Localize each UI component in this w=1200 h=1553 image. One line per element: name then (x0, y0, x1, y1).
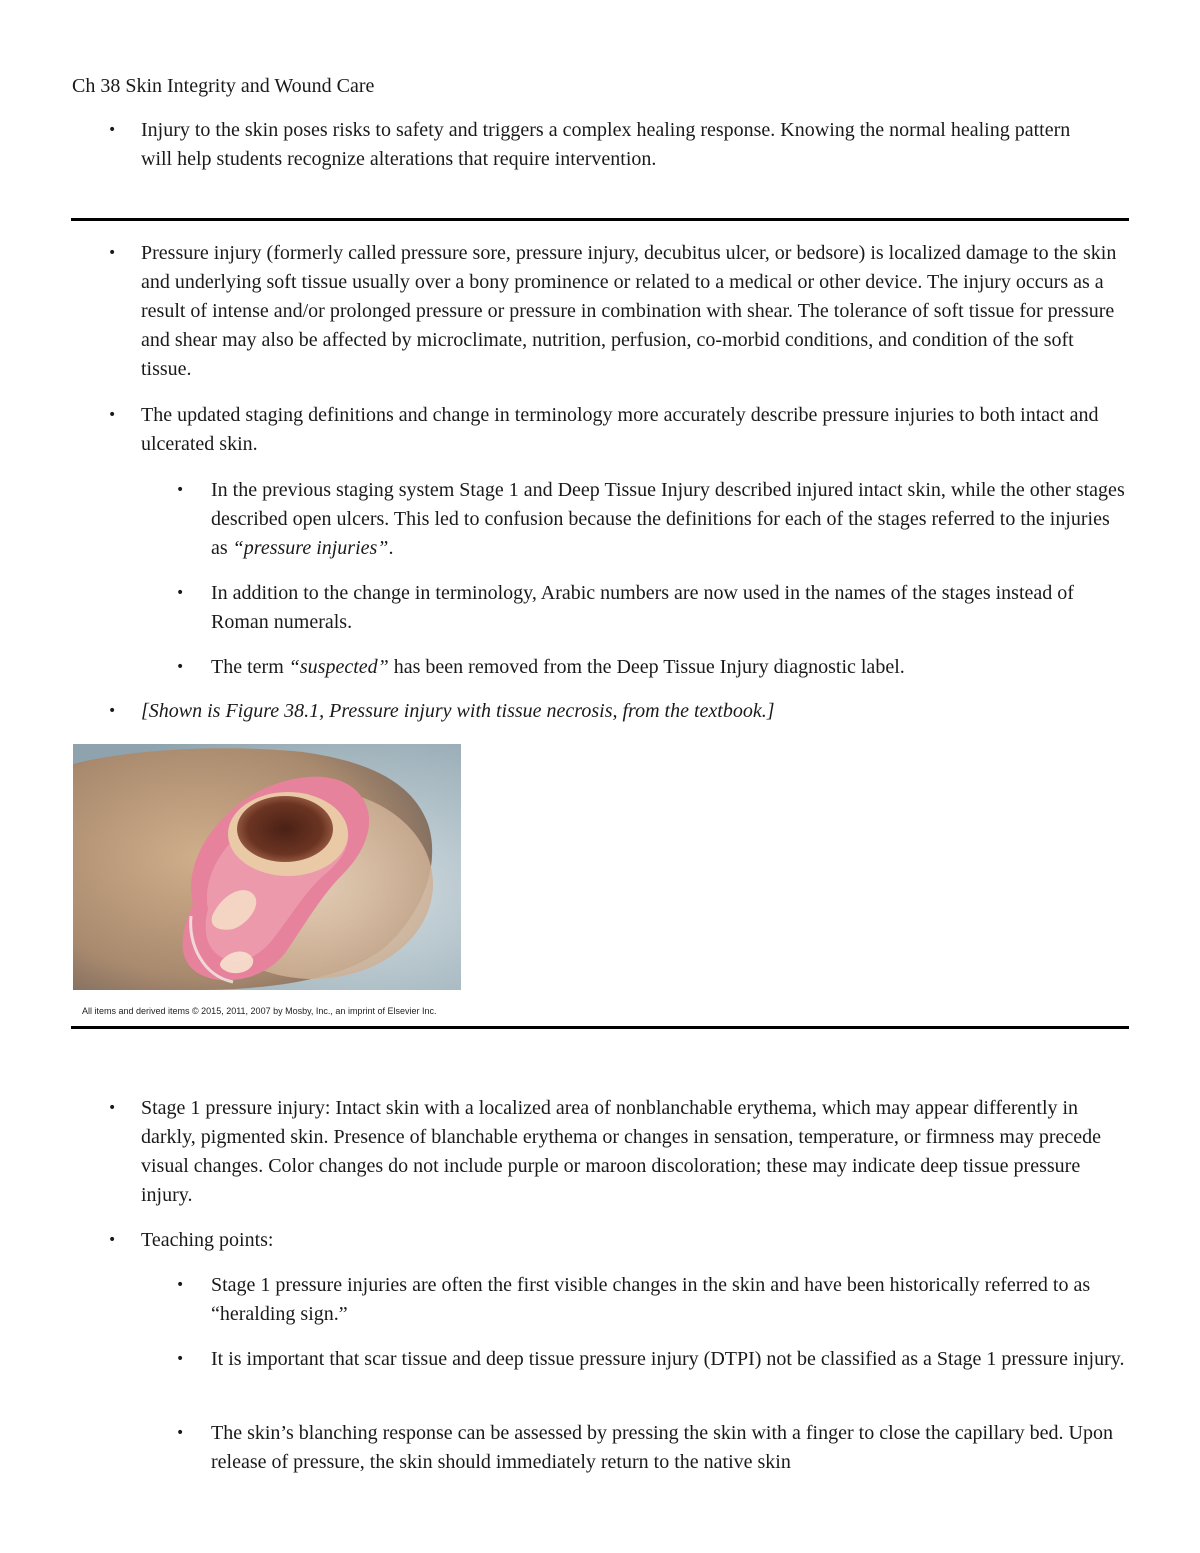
bullet-icon: • (176, 1351, 185, 1367)
list-item (176, 476, 1131, 563)
list-item (176, 1271, 1131, 1329)
list-item (108, 239, 1128, 384)
pressure-injury-definition: Pressure injury (formerly called pressure sore, pressure injury, decubitus ulcer, or bedsore) is localized damage to the skin and underlying soft tissue usually over a bony prominence or related to a medical or other device. The injury occurs as a result of intense and/or prolonged pressure or pressure in combination with shear. The tolerance of soft tissue for pressure and shear may also be affected by microclimate, nutrition, perfusion, co-morbid conditions, and condition of the soft tissue. (141, 242, 1117, 380)
teaching-points-label: Teaching points: (141, 1229, 274, 1251)
staging-definitions-text: The updated staging definitions and change in terminology more accurately describe pressure injuries to both intact and ulcerated skin. (141, 404, 1099, 455)
bullet-icon: • (108, 1232, 117, 1248)
section-divider (71, 1026, 1129, 1029)
figure-credit: All items and derived items © 2015, 2011, 2007 by Mosby, Inc., an imprint of Elsevier Inc. (82, 1006, 437, 1016)
stage1-definition: Stage 1 pressure injury: Intact skin with a localized area of nonblanchable erythema, which may appear differently in darkly, pigmented skin. Presence of blanchable erythema or changes in sensation, temperature, or firmness may precede visual changes. Color changes do not include purple or maroon discoloration; these may indicate deep tissue pressure injury. (141, 1097, 1102, 1206)
pressure-injury-image (73, 744, 461, 990)
blanching-response-text: The skin’s blanching response can be assessed by pressing the skin with a finger to close the capillary bed. Upon release of pressure, the skin should immediately return to the native skin (211, 1422, 1114, 1473)
bullet-icon: • (176, 1425, 185, 1441)
bullet-icon: • (108, 245, 117, 261)
figure-caption: [Shown is Figure 38.1, Pressure injury with tissue necrosis, from the textbook.] (141, 700, 775, 722)
list-item (108, 1226, 1128, 1255)
heralding-sign-text: Stage 1 pressure injuries are often the first visible changes in the skin and have been historically referred to as “heralding sign.” (211, 1274, 1091, 1325)
scar-tissue-text: It is important that scar tissue and deep tissue pressure injury (DTPI) not be classified as a Stage 1 pressure injury. (211, 1348, 1125, 1370)
list-item (108, 116, 1098, 174)
bullet-icon: • (176, 585, 185, 601)
list-item (108, 697, 1128, 726)
bullet-icon: • (108, 703, 117, 719)
bullet-icon: • (176, 1277, 185, 1293)
list-item (176, 653, 1131, 682)
suspected-term-text: The term “suspected” has been removed from the Deep Tissue Injury diagnostic label. (211, 656, 905, 678)
previous-staging-text: In the previous staging system Stage 1 and Deep Tissue Injury described injured intact skin, while the other stages described open ulcers. This led to confusion because the definitions for each of the stages referred to the injuries as “pressure injuries”. (211, 479, 1125, 559)
bullet-icon: • (108, 1100, 117, 1116)
list-item (176, 579, 1131, 637)
list-item (108, 1094, 1128, 1210)
wound-photo (73, 744, 461, 990)
list-item (108, 401, 1128, 459)
intro-text: Injury to the skin poses risks to safety and triggers a complex healing response. Knowing the normal healing pattern will help students recognize alterations that require intervention. (141, 119, 1071, 170)
list-item (176, 1345, 1131, 1374)
list-item (176, 1419, 1131, 1477)
arabic-numbers-text: In addition to the change in terminology, Arabic numbers are now used in the names of the stages instead of Roman numerals. (211, 582, 1074, 633)
page-title: Ch 38 Skin Integrity and Wound Care (72, 75, 375, 97)
bullet-icon: • (176, 659, 185, 675)
bullet-icon: • (108, 122, 117, 138)
section-divider (71, 218, 1129, 221)
bullet-icon: • (176, 482, 185, 498)
bullet-icon: • (108, 407, 117, 423)
